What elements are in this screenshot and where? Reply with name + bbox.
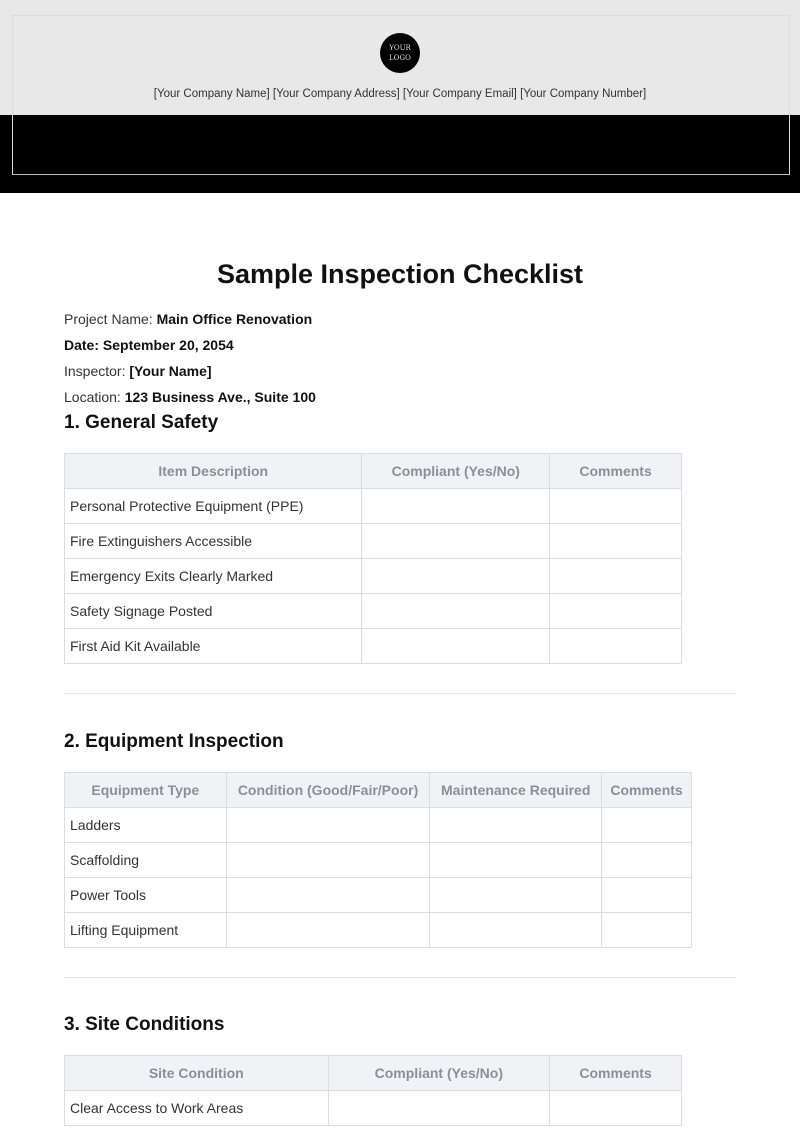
- site-conditions-table: [64, 1055, 682, 1126]
- empty-cell[interactable]: [362, 629, 550, 664]
- empty-cell[interactable]: [362, 489, 550, 524]
- meta-inspector: [64, 363, 212, 379]
- equipment-inspection-table: [64, 772, 692, 948]
- meta-project: [64, 311, 312, 327]
- empty-cell[interactable]: [362, 524, 550, 559]
- logo-text: YOUR: [389, 44, 411, 52]
- empty-cell[interactable]: [602, 843, 692, 878]
- column-header: Condition (Good/Fair/Poor): [226, 773, 430, 808]
- table-row: [65, 559, 682, 594]
- table-header-row: [65, 454, 682, 489]
- meta-label: Inspector:: [64, 363, 126, 379]
- table-header-row: [65, 773, 692, 808]
- table-row: [65, 913, 692, 948]
- table-row: [65, 594, 682, 629]
- row-label: Lifting Equipment: [65, 913, 227, 948]
- page-title: Sample Inspection Checklist: [216, 259, 584, 289]
- meta-date: [64, 337, 234, 353]
- meta-value: September 20, 2054: [102, 337, 234, 353]
- column-header: Site Condition: [65, 1056, 329, 1091]
- row-label: First Aid Kit Available: [65, 629, 362, 664]
- row-label: Scaffolding: [65, 843, 227, 878]
- column-header: Maintenance Required: [430, 773, 602, 808]
- row-label: Emergency Exits Clearly Marked: [65, 559, 362, 594]
- empty-cell[interactable]: [430, 808, 602, 843]
- meta-value: Main Office Renovation: [156, 311, 313, 327]
- empty-cell[interactable]: [430, 843, 602, 878]
- table-header-row: [65, 1056, 682, 1091]
- empty-cell[interactable]: [362, 559, 550, 594]
- meta-location: [64, 389, 316, 405]
- meta-label: Date:: [64, 337, 100, 353]
- section-heading: 1. General Safety: [64, 412, 219, 433]
- column-header: Compliant (Yes/No): [362, 454, 550, 489]
- empty-cell[interactable]: [550, 629, 682, 664]
- meta-label: Project Name:: [64, 311, 153, 327]
- general-safety-table: [64, 453, 682, 664]
- company-logo: [380, 33, 420, 73]
- empty-cell[interactable]: [550, 489, 682, 524]
- empty-cell[interactable]: [226, 913, 430, 948]
- meta-value: [Your Name]: [129, 363, 212, 379]
- row-label: Personal Protective Equipment (PPE): [65, 489, 362, 524]
- row-label: Safety Signage Posted: [65, 594, 362, 629]
- empty-cell[interactable]: [602, 808, 692, 843]
- empty-cell[interactable]: [430, 913, 602, 948]
- empty-cell[interactable]: [550, 594, 682, 629]
- column-header: Comments: [550, 1056, 682, 1091]
- table-row: [65, 1091, 682, 1126]
- column-header: Compliant (Yes/No): [328, 1056, 550, 1091]
- company-info: [Your Company Name] [Your Company Address] [Your Company Email] [Your Company Number]: [153, 88, 647, 100]
- table-row: [65, 878, 692, 913]
- empty-cell[interactable]: [328, 1091, 550, 1126]
- row-label: Ladders: [65, 808, 227, 843]
- divider: [64, 693, 736, 694]
- column-header: Comments: [602, 773, 692, 808]
- column-header: Comments: [550, 454, 682, 489]
- table-row: [65, 489, 682, 524]
- table-row: [65, 808, 692, 843]
- section-heading: 2. Equipment Inspection: [64, 731, 284, 752]
- row-label: Power Tools: [65, 878, 227, 913]
- empty-cell[interactable]: [602, 878, 692, 913]
- empty-cell[interactable]: [362, 594, 550, 629]
- logo-text: LOGO: [389, 54, 411, 62]
- table-row: [65, 843, 692, 878]
- meta-value: 123 Business Ave., Suite 100: [124, 389, 316, 405]
- empty-cell[interactable]: [430, 878, 602, 913]
- empty-cell[interactable]: [550, 524, 682, 559]
- empty-cell[interactable]: [602, 913, 692, 948]
- row-label: Fire Extinguishers Accessible: [65, 524, 362, 559]
- empty-cell[interactable]: [226, 843, 430, 878]
- table-row: [65, 629, 682, 664]
- empty-cell[interactable]: [550, 1091, 682, 1126]
- column-header: Equipment Type: [65, 773, 227, 808]
- meta-label: Location:: [64, 389, 121, 405]
- empty-cell[interactable]: [550, 559, 682, 594]
- row-label: Clear Access to Work Areas: [65, 1091, 329, 1126]
- section-heading: 3. Site Conditions: [64, 1014, 225, 1035]
- divider: [64, 977, 736, 978]
- empty-cell[interactable]: [226, 878, 430, 913]
- empty-cell[interactable]: [226, 808, 430, 843]
- table-row: [65, 524, 682, 559]
- column-header: Item Description: [65, 454, 362, 489]
